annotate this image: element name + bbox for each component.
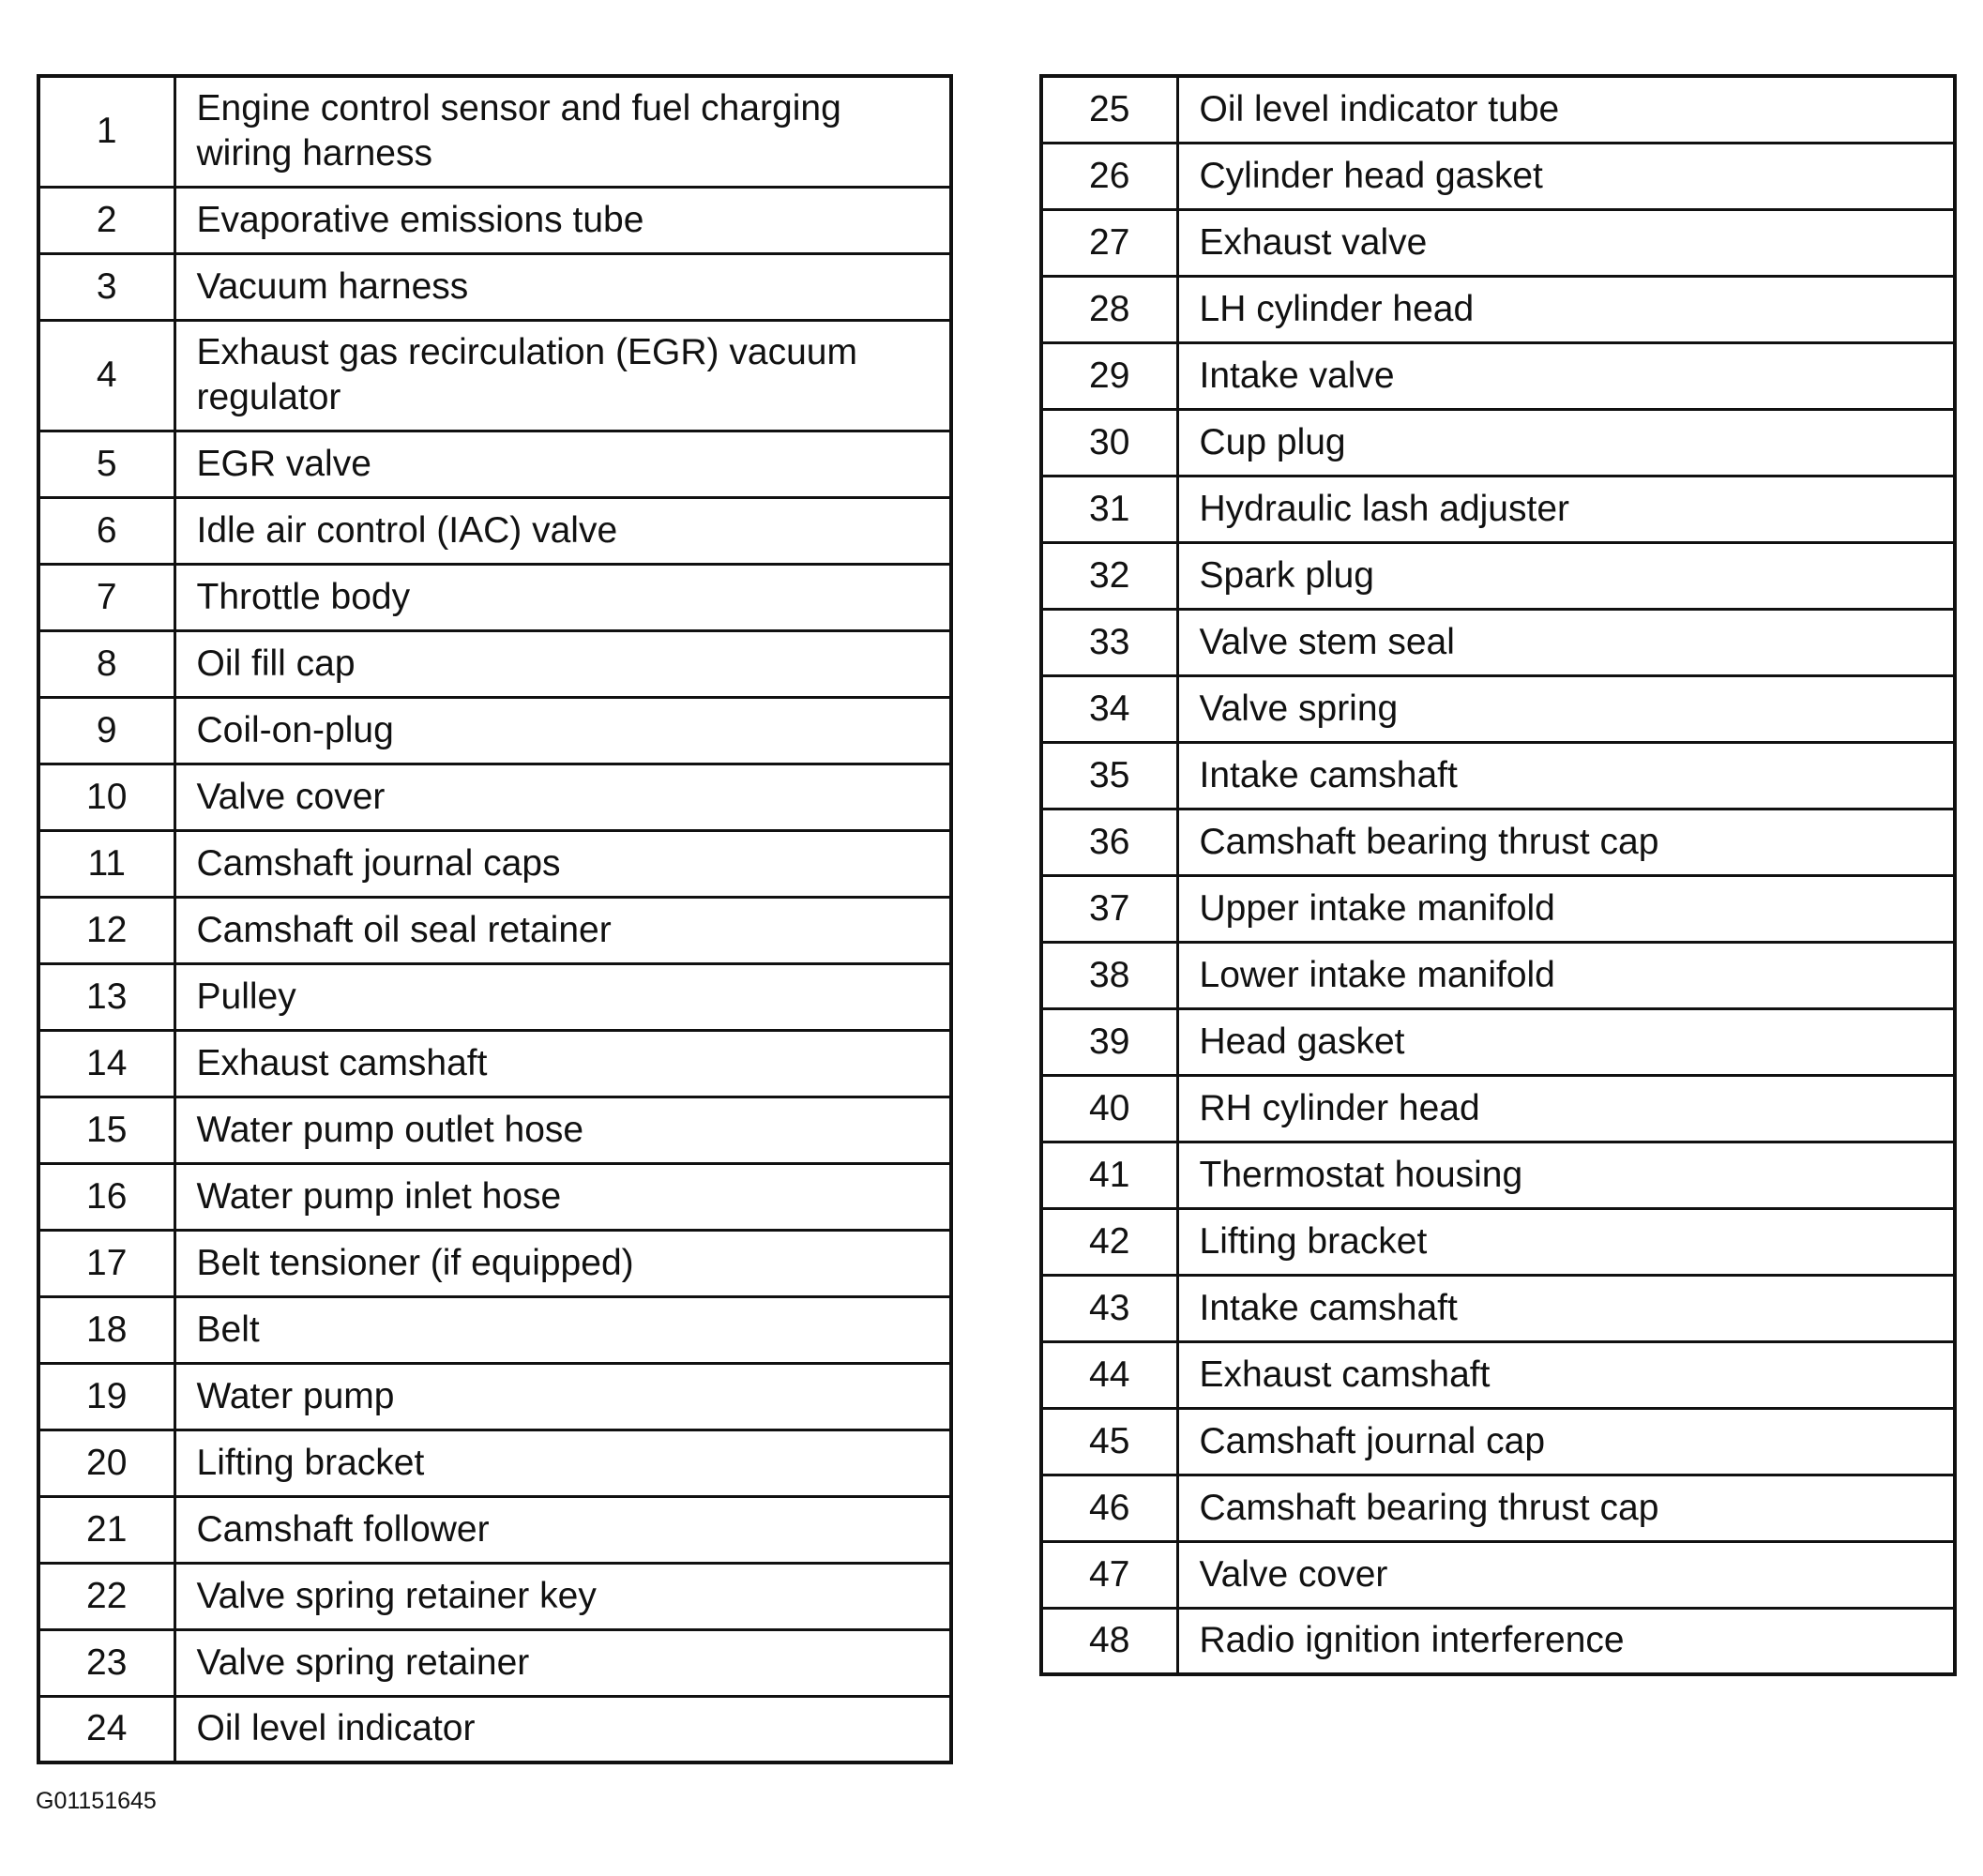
part-description: Valve stem seal: [1177, 609, 1955, 675]
table-row: [38, 1097, 951, 1163]
part-description: Oil level indicator: [174, 1696, 951, 1763]
part-number: 45: [1041, 1408, 1177, 1475]
part-number: 5: [38, 431, 174, 497]
part-description: Exhaust camshaft: [174, 1030, 951, 1097]
table-row: [38, 1629, 951, 1696]
part-description: Cup plug: [1177, 409, 1955, 476]
parts-legend-table-right: [1039, 74, 1957, 1676]
table-row: [1041, 809, 1955, 875]
part-description: Cylinder head gasket: [1177, 143, 1955, 209]
part-number: 14: [38, 1030, 174, 1097]
table-row: [38, 1563, 951, 1629]
table-row: [38, 564, 951, 630]
table-row: [38, 1030, 951, 1097]
table-row: [38, 830, 951, 897]
part-number: 17: [38, 1230, 174, 1296]
part-description: Exhaust valve: [1177, 209, 1955, 276]
part-description: Throttle body: [174, 564, 951, 630]
part-description: Idle air control (IAC) valve: [174, 497, 951, 564]
part-description: Intake valve: [1177, 342, 1955, 409]
part-number: 23: [38, 1629, 174, 1696]
part-number: 43: [1041, 1275, 1177, 1341]
part-description: Camshaft journal cap: [1177, 1408, 1955, 1475]
table-row: [38, 764, 951, 830]
part-number: 15: [38, 1097, 174, 1163]
part-description: EGR valve: [174, 431, 951, 497]
part-description: Radio ignition interference: [1177, 1608, 1955, 1674]
part-number: 40: [1041, 1075, 1177, 1142]
part-description: Upper intake manifold: [1177, 875, 1955, 942]
part-description: Lifting bracket: [174, 1430, 951, 1496]
part-number: 29: [1041, 342, 1177, 409]
table-row: [1041, 942, 1955, 1008]
table-row: [38, 1696, 951, 1763]
part-number: 3: [38, 253, 174, 320]
table-row: [1041, 1541, 1955, 1608]
part-description: Exhaust gas recirculation (EGR) vacuum regulator: [174, 320, 951, 431]
table-row: [1041, 1208, 1955, 1275]
part-number: 12: [38, 897, 174, 963]
part-description: Belt: [174, 1296, 951, 1363]
table-row: [38, 431, 951, 497]
table-row: [1041, 1142, 1955, 1208]
part-number: 10: [38, 764, 174, 830]
part-number: 28: [1041, 276, 1177, 342]
part-number: 35: [1041, 742, 1177, 809]
table-row: [1041, 1275, 1955, 1341]
table-row: [1041, 342, 1955, 409]
part-number: 48: [1041, 1608, 1177, 1674]
figure-id: G01151645: [36, 1788, 157, 1814]
part-description: Lifting bracket: [1177, 1208, 1955, 1275]
part-number: 39: [1041, 1008, 1177, 1075]
part-description: Head gasket: [1177, 1008, 1955, 1075]
part-description: Pulley: [174, 963, 951, 1030]
part-description: Spark plug: [1177, 542, 1955, 609]
part-number: 2: [38, 187, 174, 253]
table-row: [1041, 143, 1955, 209]
part-description: LH cylinder head: [1177, 276, 1955, 342]
part-number: 36: [1041, 809, 1177, 875]
table-row: [1041, 1475, 1955, 1541]
part-description: Valve spring retainer: [174, 1629, 951, 1696]
part-description: Camshaft journal caps: [174, 830, 951, 897]
part-number: 9: [38, 697, 174, 764]
part-description: Lower intake manifold: [1177, 942, 1955, 1008]
table-row: [38, 1430, 951, 1496]
table-row: [38, 253, 951, 320]
part-description: Valve cover: [1177, 1541, 1955, 1608]
part-description: Intake camshaft: [1177, 1275, 1955, 1341]
part-number: 13: [38, 963, 174, 1030]
part-number: 47: [1041, 1541, 1177, 1608]
part-description: Vacuum harness: [174, 253, 951, 320]
table-row: [1041, 675, 1955, 742]
part-number: 16: [38, 1163, 174, 1230]
part-description: Valve spring: [1177, 675, 1955, 742]
part-number: 30: [1041, 409, 1177, 476]
part-description: Camshaft oil seal retainer: [174, 897, 951, 963]
part-description: Oil level indicator tube: [1177, 76, 1955, 143]
table-row: [38, 697, 951, 764]
table-row: [1041, 1008, 1955, 1075]
part-number: 18: [38, 1296, 174, 1363]
part-description: Water pump: [174, 1363, 951, 1430]
part-description: Oil fill cap: [174, 630, 951, 697]
part-number: 7: [38, 564, 174, 630]
table-row: [1041, 476, 1955, 542]
part-description: Valve cover: [174, 764, 951, 830]
table-row: [1041, 1075, 1955, 1142]
part-number: 11: [38, 830, 174, 897]
table-row: [38, 1163, 951, 1230]
table-row: [38, 630, 951, 697]
part-number: 1: [38, 76, 174, 187]
part-description: Engine control sensor and fuel charging wiring harness: [174, 76, 951, 187]
table-row: [38, 897, 951, 963]
table-row: [1041, 209, 1955, 276]
table-row: [1041, 742, 1955, 809]
table-row: [38, 1363, 951, 1430]
part-description: Evaporative emissions tube: [174, 187, 951, 253]
part-description: Camshaft follower: [174, 1496, 951, 1563]
part-description: Intake camshaft: [1177, 742, 1955, 809]
part-number: 24: [38, 1696, 174, 1763]
part-number: 26: [1041, 143, 1177, 209]
part-number: 38: [1041, 942, 1177, 1008]
table-row: [1041, 1341, 1955, 1408]
table-row: [38, 320, 951, 431]
part-number: 44: [1041, 1341, 1177, 1408]
table-row: [1041, 409, 1955, 476]
part-number: 32: [1041, 542, 1177, 609]
part-description: Belt tensioner (if equipped): [174, 1230, 951, 1296]
part-number: 19: [38, 1363, 174, 1430]
table-row: [1041, 875, 1955, 942]
part-number: 22: [38, 1563, 174, 1629]
part-description: Camshaft bearing thrust cap: [1177, 809, 1955, 875]
part-number: 6: [38, 497, 174, 564]
part-description: RH cylinder head: [1177, 1075, 1955, 1142]
part-number: 8: [38, 630, 174, 697]
part-number: 37: [1041, 875, 1177, 942]
part-description: Coil-on-plug: [174, 697, 951, 764]
part-description: Water pump inlet hose: [174, 1163, 951, 1230]
table-row: [38, 76, 951, 187]
parts-legend-table-left: [37, 74, 953, 1764]
part-description: Water pump outlet hose: [174, 1097, 951, 1163]
table-row: [1041, 609, 1955, 675]
table-row: [38, 497, 951, 564]
table-row: [38, 1230, 951, 1296]
table-row: [38, 963, 951, 1030]
table-row: [38, 1496, 951, 1563]
part-number: 41: [1041, 1142, 1177, 1208]
part-number: 20: [38, 1430, 174, 1496]
table-row: [1041, 542, 1955, 609]
part-number: 4: [38, 320, 174, 431]
part-number: 46: [1041, 1475, 1177, 1541]
table-row: [1041, 1608, 1955, 1674]
part-number: 27: [1041, 209, 1177, 276]
table-row: [38, 187, 951, 253]
part-description: Exhaust camshaft: [1177, 1341, 1955, 1408]
table-row: [1041, 76, 1955, 143]
table-row: [1041, 1408, 1955, 1475]
part-number: 25: [1041, 76, 1177, 143]
part-number: 31: [1041, 476, 1177, 542]
part-description: Hydraulic lash adjuster: [1177, 476, 1955, 542]
table-row: [38, 1296, 951, 1363]
part-number: 42: [1041, 1208, 1177, 1275]
part-number: 33: [1041, 609, 1177, 675]
part-number: 34: [1041, 675, 1177, 742]
part-description: Camshaft bearing thrust cap: [1177, 1475, 1955, 1541]
part-description: Thermostat housing: [1177, 1142, 1955, 1208]
part-number: 21: [38, 1496, 174, 1563]
part-description: Valve spring retainer key: [174, 1563, 951, 1629]
table-row: [1041, 276, 1955, 342]
